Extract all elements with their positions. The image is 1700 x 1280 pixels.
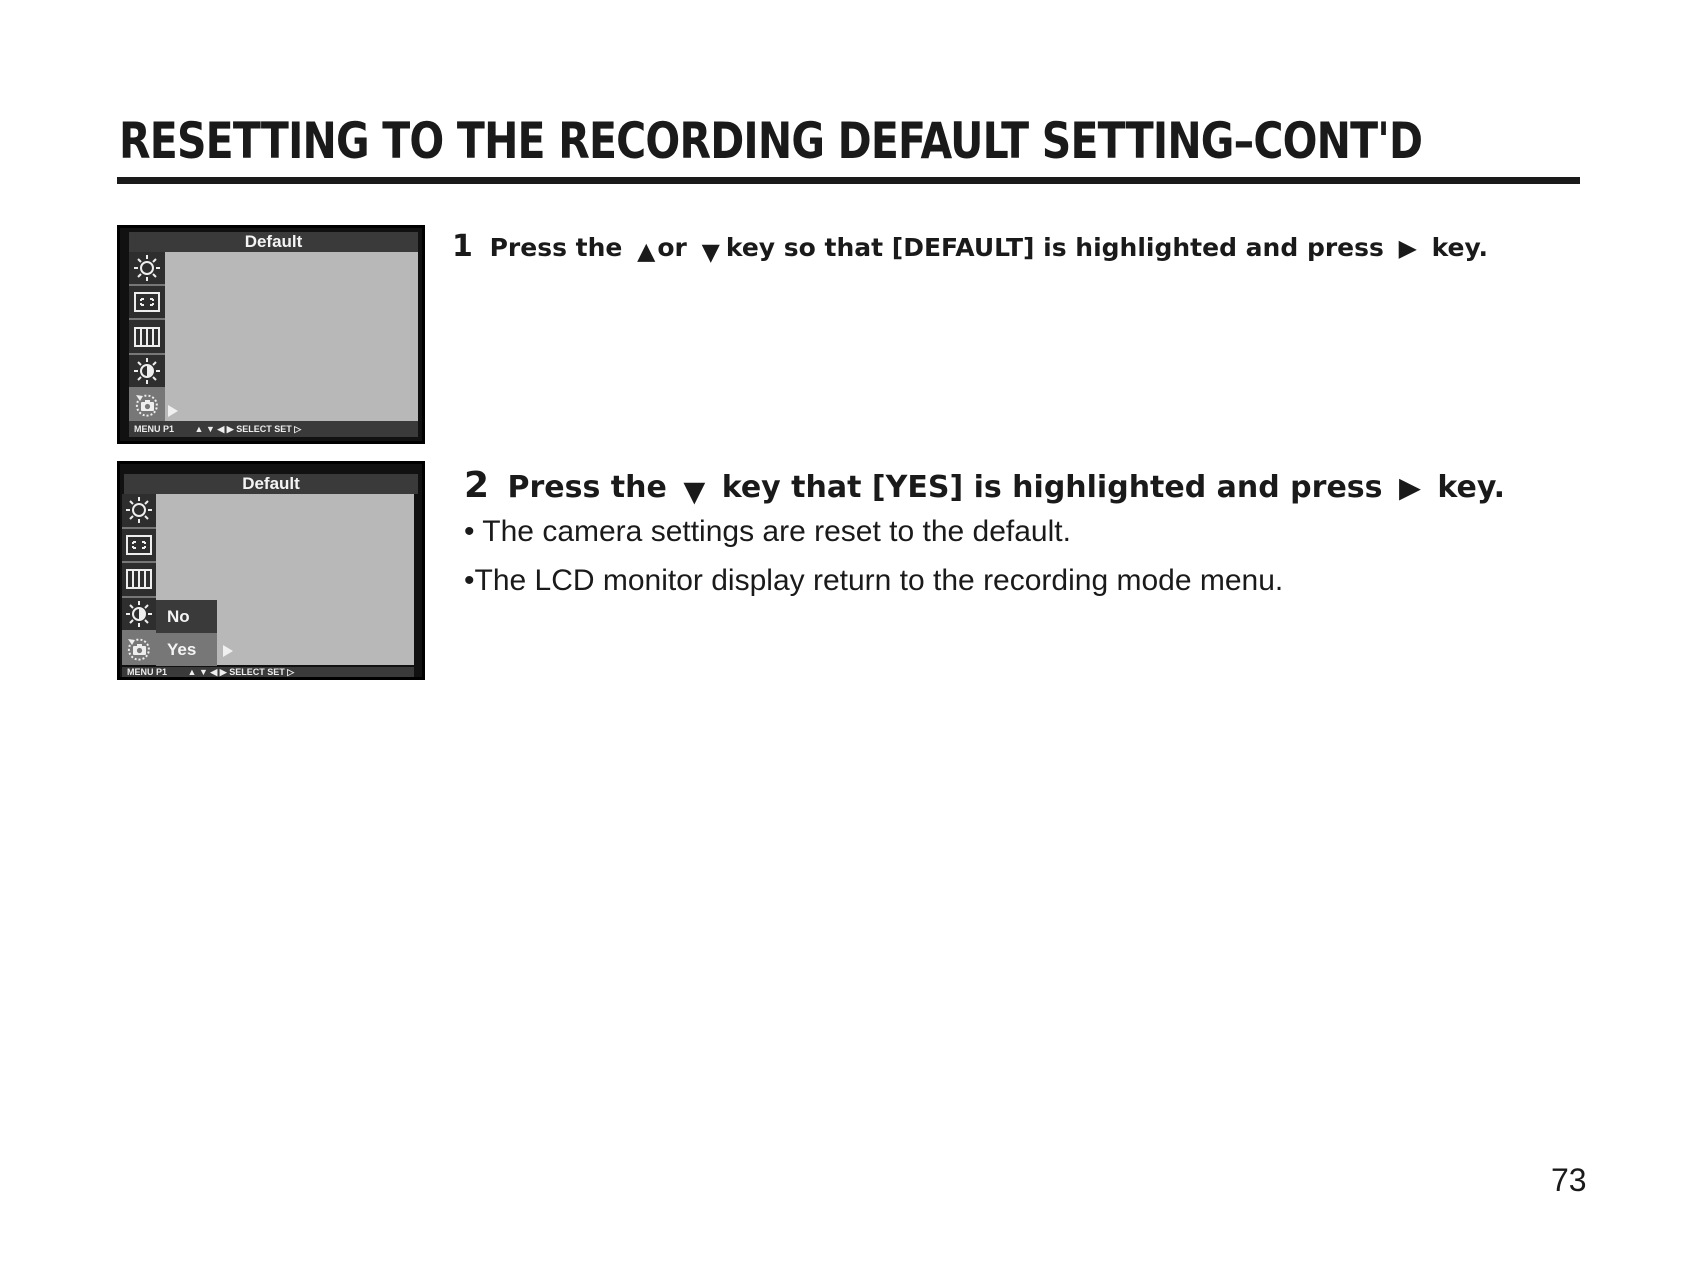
down-key-icon: ▼ [683, 475, 706, 508]
up-key-icon: ▲ [637, 237, 656, 265]
step-text: or [657, 233, 687, 262]
right-key-icon: ▶ [1398, 234, 1417, 262]
lcd-footer [122, 667, 414, 677]
right-arrow-icon [168, 405, 178, 417]
metering-icon [122, 529, 156, 564]
down-key-icon: ▼ [701, 238, 720, 266]
camera-reset-icon [129, 389, 165, 421]
step-number: 2 [464, 465, 490, 506]
contrast-icon [122, 598, 156, 633]
white-balance-icon [129, 252, 165, 286]
lcd-footer-nav: ▲ ▼ ◀ ▶ SELECT SET ▷ [194, 424, 302, 434]
step-text: key. [1437, 470, 1506, 505]
lcd-footer-menu: MENU P1 [127, 667, 168, 677]
step-text: Press the [507, 470, 667, 505]
step-text: key that [YES] is highlighted and press [721, 470, 1383, 505]
title-underline [117, 177, 1580, 184]
step-text: key so that [DEFAULT] is highlighted and press [725, 233, 1384, 262]
right-key-icon: ▶ [1398, 471, 1421, 504]
lcd-sidebar [129, 252, 165, 421]
lcd-screen-default-menu [117, 225, 425, 444]
lcd-footer-nav: ▲ ▼ ◀ ▶ SELECT SET ▷ [187, 667, 295, 677]
step-text: Press the [489, 233, 623, 262]
lcd-menu-area [165, 252, 418, 421]
submenu-option-no: No [167, 607, 190, 626]
camera-reset-icon [122, 632, 156, 665]
page-title: RESETTING TO THE RECORDING DEFAULT SETTING–CONT'D [119, 112, 1423, 170]
right-arrow-icon [223, 645, 233, 657]
submenu-option-yes: Yes [156, 633, 217, 666]
step-text: key. [1431, 233, 1489, 262]
page-number: 73 [1551, 1162, 1587, 1198]
lcd-sidebar [122, 494, 156, 665]
step-1-instruction [452, 229, 1489, 266]
contrast-icon [129, 355, 165, 389]
film-strip-icon [129, 320, 165, 354]
step-number: 1 [452, 229, 473, 264]
step-2-instruction [464, 465, 1506, 508]
white-balance-icon [122, 494, 156, 529]
lcd-screen-confirm-reset [117, 461, 425, 680]
metering-icon [129, 286, 165, 320]
lcd-footer [129, 421, 418, 437]
bullet-item: •The LCD monitor display return to the recording mode menu. [464, 564, 1284, 597]
film-strip-icon [122, 563, 156, 598]
lcd-submenu [156, 600, 217, 666]
bullet-item: • The camera settings are reset to the default. [464, 515, 1071, 548]
lcd-header: Default [124, 474, 418, 494]
lcd-header: Default [129, 232, 418, 252]
lcd-footer-menu: MENU P1 [134, 424, 175, 434]
